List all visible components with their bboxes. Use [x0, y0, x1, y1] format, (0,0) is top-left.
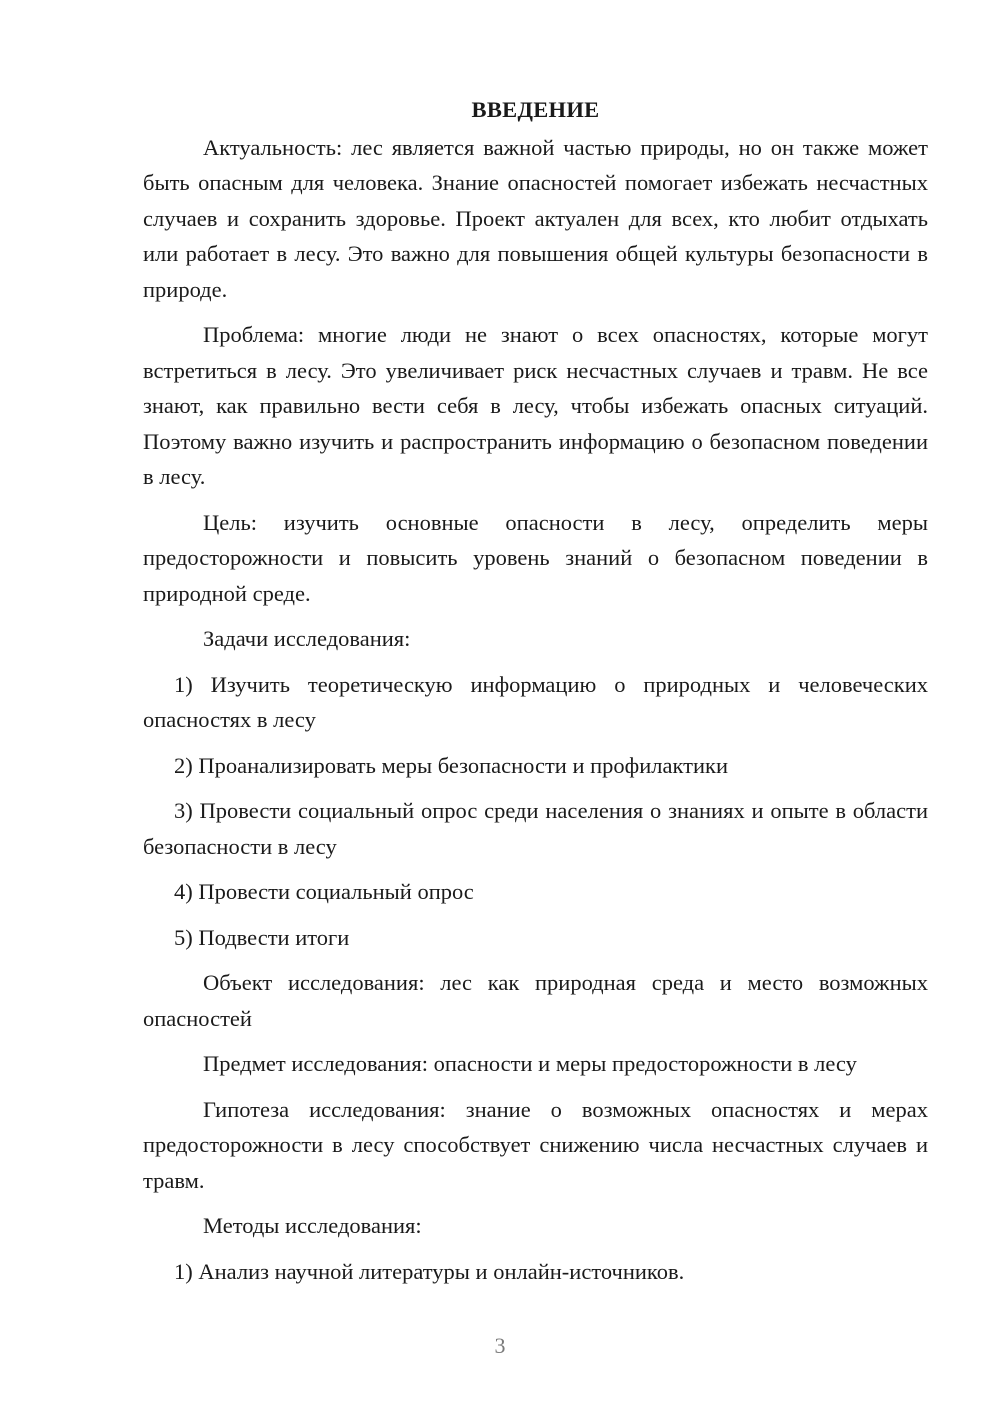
tasks-heading: Задачи исследования:: [203, 626, 411, 651]
task-item-5: 5) Подвести итоги: [174, 924, 350, 950]
goal-paragraph: Цель: изучить основные опасности в лесу, определить меры предосторожности и повысить уровень знаний о безопасном поведении в природной среде.: [143, 509, 928, 606]
page-number: 3: [494, 1333, 506, 1358]
task-item-3: 3) Провести социальный опрос среди населения о знаниях и опыте в области безопасности в лесу: [143, 798, 928, 859]
task-item-2: 2) Проанализировать меры безопасности и профилактики: [174, 752, 728, 778]
object-paragraph: Объект исследования: лес как природная среда и место возможных опасностей: [143, 970, 928, 1031]
relevance-paragraph: Актуальность: лес является важной частью природы, но он также может быть опасным для человека. Знание опасностей помогает избежать несчастных случаев и сохранить здоровье. Проект актуален для всех, кто любит отдыхать или работает в лесу. Это важно для повышения общей культуры безопасности в природе.: [143, 134, 928, 302]
task-item-4: 4) Провести социальный опрос: [174, 879, 474, 904]
task-item-1: 1) Изучить теоретическую информацию о природных и человеческих опасностях в лесу: [143, 671, 928, 732]
method-item-1: 1) Анализ научной литературы и онлайн-источников.: [174, 1258, 685, 1284]
subject-paragraph: Предмет исследования: опасности и меры предосторожности в лесу: [203, 1051, 857, 1076]
problem-paragraph: Проблема: многие люди не знают о всех опасностях, которые могут встретиться в лесу. Это увеличивает риск несчастных случаев и травм. Не все знают, как правильно вести себя в лесу, чтобы избежать опасных ситуаций. Поэтому важно изучить и распространить информацию о безопасном поведении в лесу.: [143, 322, 928, 489]
page-content: [143, 92, 928, 1299]
hypothesis-paragraph: Гипотеза исследования: знание о возможных опасностях и мерах предосторожности в лесу способствует снижению числа несчастных случаев и травм.: [143, 1096, 928, 1193]
methods-heading: Методы исследования:: [203, 1213, 422, 1238]
page-title: ВВЕДЕНИЕ: [471, 97, 600, 122]
